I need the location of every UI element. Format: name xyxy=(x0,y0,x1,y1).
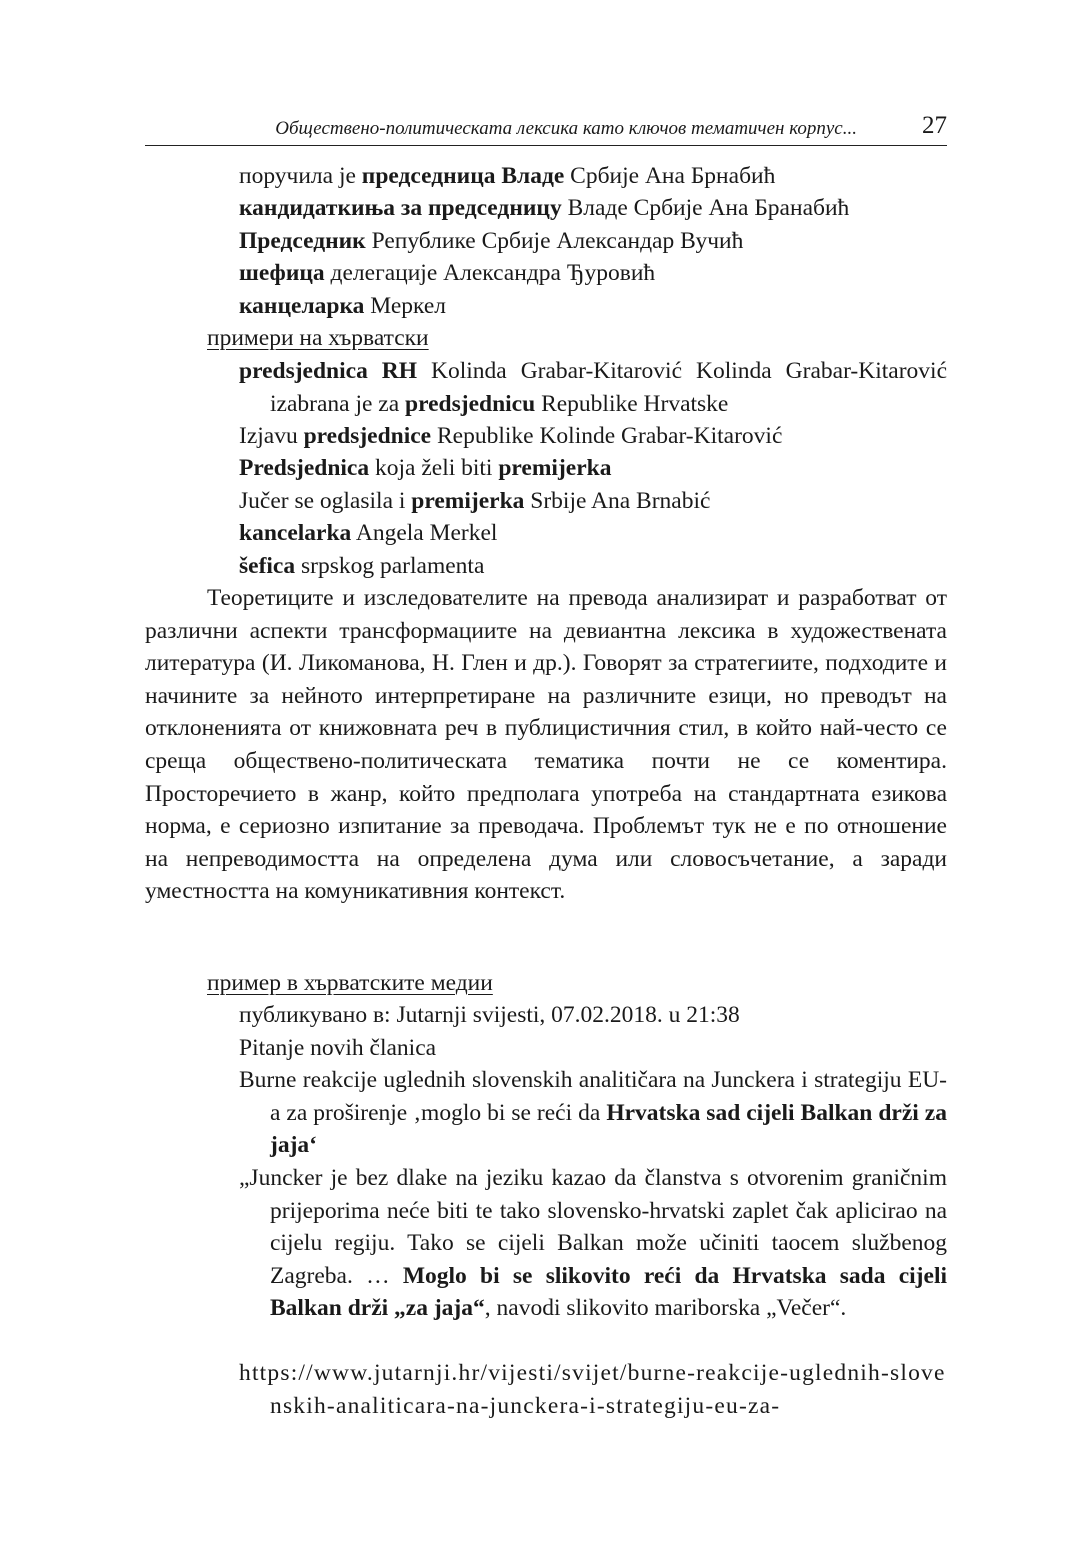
page-header xyxy=(145,112,947,146)
croatian-example: Jučer se oglasila i premijerka Srbije Ana Brnabić xyxy=(239,488,711,514)
publication-info: публикувано в: Jutarnji svijesti, 07.02.2018. u 21:38 xyxy=(239,1002,740,1028)
croatian-example: kancelarka Angela Merkel xyxy=(239,520,498,546)
article-title: Pitanje novih članica xyxy=(239,1035,437,1061)
media-example-heading: пример в хърватските медии xyxy=(207,970,493,996)
croatian-example: Izjavu predsjednice Republike Kolinde Grabar-Kitarović xyxy=(239,423,783,449)
body-paragraph: Теоретиците и изследователите на превода анализират и разработват от различни аспекти трансформациите на девиантна лексика в художествената литература (И. Ликоманова, Н. Глен и др.). Говорят за стратегиите, подходите и начините за нейното интерпретиране на различните езици, но преводът на отклоненията от книжовната реч в публицистичния стил, в който най-често се среща обществено-политическата тематика почти не се коментира. Просторечието в жанр, който предполага употреба на стандартната езикова норма, е сериозно изпитание за преводача. Проблемът тук не е по отношение на непреводимостта на определена дума или словосъчетание, а заради уместността на комуникативния контекст. xyxy=(145,585,947,905)
serbian-example: поручила је председница Владе Србије Ана Брнабић xyxy=(239,163,776,189)
page-number: 27 xyxy=(922,112,947,139)
serbian-example: кандидаткиња за председницу Владе Србије Ана Бранабић xyxy=(239,195,850,221)
croatian-example: predsjednica RH Kolinda Grabar-Kitarović Kolinda Grabar-Kitarović izabrana je za predsjednicu Republike Hrvatske xyxy=(239,358,947,417)
serbian-example: шефица делегације Александра Ђуровић xyxy=(239,260,656,286)
croatian-example: Predsjednica koja želi biti premijerka xyxy=(239,455,612,481)
serbian-example: Председник Републике Србије Александар Вучић xyxy=(239,228,744,254)
serbian-example: канцеларка Меркел xyxy=(239,293,447,319)
article-quote: „Juncker je bez dlake na jeziku kazao da članstva s otvorenim graničnim prijeporima neće biti te tako slovensko-hrvatski zaplet čak aplicirao na cijelu regiju. Tako se cijeli Balkan može učiniti taocem službenog Zagreba. … Moglo bi se slikovito reći da Hrvatska sada cijeli Balkan drži „za jaja“, navodi slikovito mariborska „Večer“. xyxy=(239,1165,947,1322)
croatian-example: šefica srpskog parlamenta xyxy=(239,553,485,579)
article-lead: Burne reakcije uglednih slovenskih analitičara na Junckera i strategiju EU-a za proširenje ‚moglo bi se reći da Hrvatska sad cijeli Balkan drži za jaja‘ xyxy=(239,1067,947,1159)
article-url: https://www.jutarnji.hr/vijesti/svijet/burne-reakcije-uglednih-slovenskih-analiticara-na-junckera-i-strategiju-eu-za- xyxy=(239,1360,946,1419)
running-title: Обществено-политическата лексика като ключов тематичен корпус... xyxy=(275,118,857,139)
croatian-examples-heading: примери на хърватски xyxy=(207,325,429,351)
